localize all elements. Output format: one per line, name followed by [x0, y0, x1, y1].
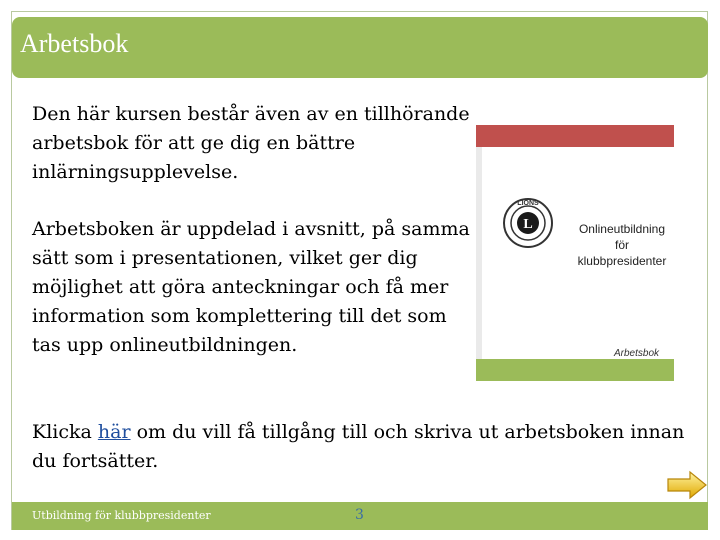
cover-body	[476, 147, 674, 359]
cover-title-line3: klubbpresidenter	[577, 254, 667, 268]
cover-top-band	[476, 125, 674, 147]
footer-course-name: Utbildning för klubbpresidenter	[32, 509, 211, 522]
page-number: 3	[355, 507, 364, 523]
cover-subtitle: Arbetsbok	[614, 348, 660, 359]
cover-title-line2: för	[614, 238, 629, 252]
access-paragraph	[32, 418, 702, 476]
sections-paragraph: Arbetsboken är uppdelad i avsnitt, på samma sätt som i presentationen, vilket ger dig möjlighet att göra anteckningar och få mer information som komplettering till det som tas upp onlineutbildningen.	[32, 218, 470, 356]
logo-text: LIONS	[517, 200, 539, 207]
access-suffix: om du vill få tillgång till och skriva ut arbetsboken innan du fortsätter.	[32, 421, 685, 472]
logo-letter: L	[523, 217, 533, 232]
arrow-right-icon[interactable]	[666, 470, 708, 500]
cover-title	[572, 221, 672, 269]
access-prefix: Klicka	[32, 421, 98, 443]
cover-title-line1: Onlineutbildning	[578, 222, 666, 236]
workbook-cover-image	[476, 125, 674, 381]
lions-logo-icon	[502, 197, 554, 249]
intro-paragraph: Den här kursen består även av en tillhörande arbetsbok för att ge dig en bättre inlärningsupplevelse.	[32, 103, 470, 183]
workbook-link[interactable]: här	[97, 421, 131, 443]
slide-title: Arbetsbok	[20, 29, 129, 58]
cover-bottom-band	[476, 359, 674, 381]
